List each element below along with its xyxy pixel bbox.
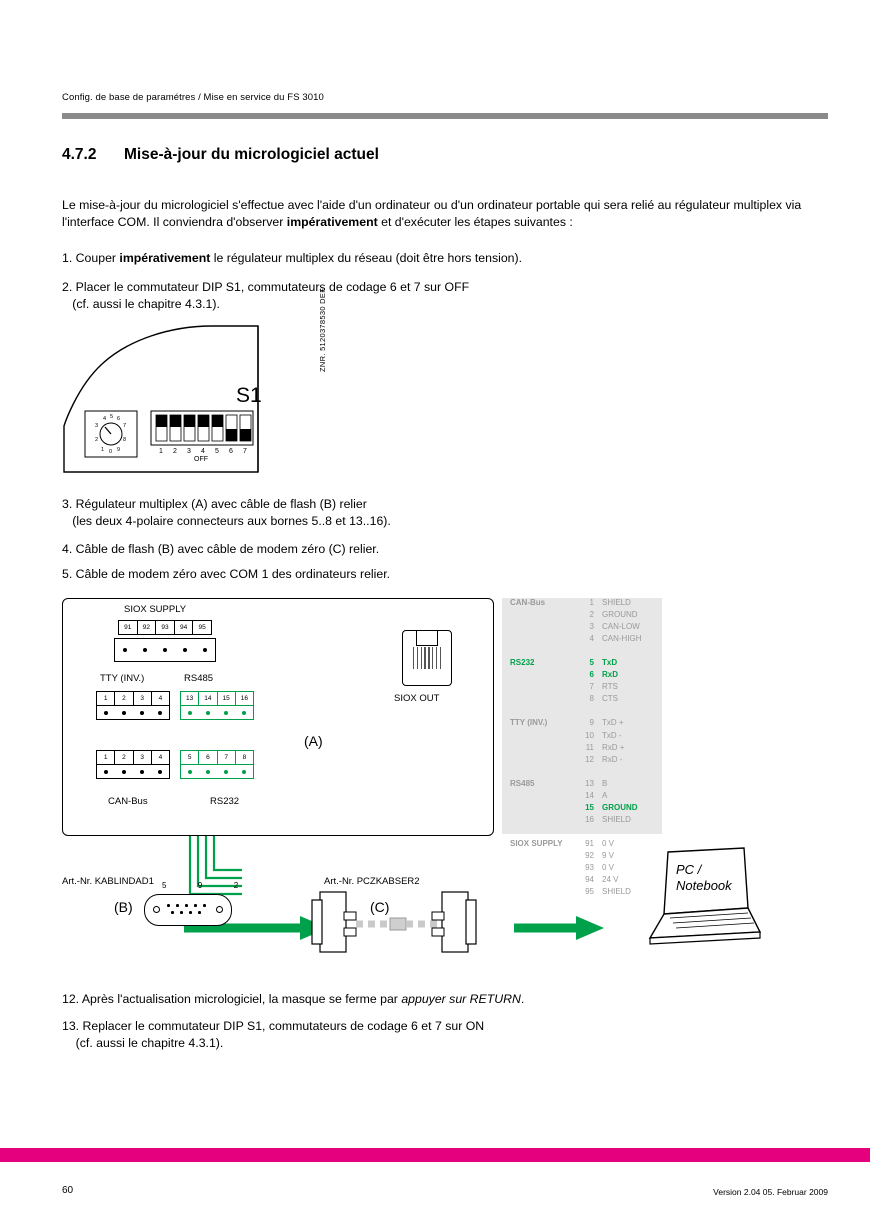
svg-text:5: 5 (110, 414, 114, 420)
legend-pin-number: 92 (585, 850, 594, 860)
can-bus-terminal: 1 2 3 4 (96, 750, 170, 779)
legend-pin-name: RxD (602, 670, 619, 680)
label-art-b: Art.-Nr. KABLINDAD1 (62, 876, 154, 887)
legend-pin-number: 16 (585, 814, 594, 824)
legend-pin-name: TxD - (602, 730, 622, 740)
legend-row (502, 610, 662, 622)
db9-screw-right (216, 906, 223, 913)
legend-row (502, 731, 662, 743)
svg-text:1: 1 (159, 448, 163, 455)
legend-row (502, 743, 662, 755)
legend-pin-name: CTS (602, 694, 618, 704)
legend-pin-number: 9 (589, 718, 594, 728)
svg-text:2: 2 (173, 448, 177, 455)
legend-group: TTY (INV.) (510, 718, 548, 728)
cable-area (62, 834, 832, 978)
legend-row (502, 670, 662, 682)
svg-text:7: 7 (123, 423, 127, 429)
label-rs485: RS485 (184, 673, 214, 684)
svg-text:OFF: OFF (194, 456, 208, 462)
legend-pin-name: 24 V (602, 875, 619, 885)
svg-text:1: 1 (101, 447, 105, 453)
legend-pin-number: 94 (585, 875, 594, 885)
legend-group: SIOX SUPPLY (510, 838, 563, 848)
legend-row (502, 779, 662, 791)
legend-pin-name: TxD (602, 658, 618, 668)
legend-pin-name: CAN-LOW (602, 622, 640, 632)
step-3: 3. Régulateur multiplex (A) avec câble de flash (B) relier (les deux 4-polaire connecteurs aux bornes 5..8 et 13..16). (62, 497, 391, 528)
label-cable-b: (B) (114, 899, 133, 915)
legend-row (502, 694, 662, 706)
null-modem-cable (302, 882, 522, 972)
svg-text:9: 9 (117, 447, 121, 453)
step-5: 5. Câble de modem zéro avec COM 1 des ordinateurs relier. (62, 567, 391, 581)
db9-pin-numbers: 5 9 2 (162, 881, 248, 890)
label-siox-supply: SIOX SUPPLY (124, 604, 187, 615)
legend-row (502, 767, 662, 779)
legend-pin-name: SHIELD (602, 598, 631, 607)
pc-notebook-label (676, 862, 732, 894)
siox-supply-terminal-numbers: 91 92 93 94 95 (118, 620, 212, 635)
rotary-coding-switch (84, 410, 138, 458)
legend-pin-name: RxD + (602, 742, 625, 752)
legend-pin-number: 3 (589, 622, 594, 632)
rs485-terminal: 13 14 15 16 (180, 691, 254, 720)
svg-text:5: 5 (215, 448, 219, 455)
svg-text:3: 3 (187, 448, 191, 455)
label-siox-out: SIOX OUT (394, 693, 440, 704)
svg-text:0: 0 (109, 449, 113, 455)
section-title: Mise-à-jour du micrologiciel actuel (124, 146, 379, 163)
s1-label: S1 (236, 384, 262, 407)
page-number: 60 (62, 1185, 74, 1196)
footer-accent-bar (0, 1148, 870, 1162)
db9-pin-dots (167, 904, 213, 916)
siox-out-socket (402, 630, 452, 686)
svg-text:4: 4 (201, 448, 205, 455)
legend-pin-number: 2 (589, 610, 594, 620)
legend-row (502, 791, 662, 803)
legend-pin-number: 10 (585, 730, 594, 740)
svg-text:4: 4 (103, 416, 107, 422)
legend-pin-number: 11 (585, 742, 594, 752)
tty-terminal: 1 2 3 4 (96, 691, 170, 720)
db9-connector (144, 894, 232, 926)
legend-pin-number: 1 (589, 598, 594, 607)
svg-text:6: 6 (229, 448, 233, 455)
legend-row (502, 755, 662, 767)
connection-diagram (62, 598, 832, 978)
step-2: 2. Placer le commutateur DIP S1, commutateurs de codage 6 et 7 sur OFF (cf. aussi le chapitre 4.3.1). (62, 280, 470, 311)
page-header-breadcrumb: Config. de base de paramétres / Mise en service du FS 3010 (62, 92, 324, 103)
step-1: 1. Couper impérativement le régulateur multiplex du réseau (doit être hors tension). (62, 251, 523, 265)
legend-pin-number: 15 (585, 802, 594, 812)
legend-pin-name: GROUND (602, 802, 638, 812)
legend-row (502, 622, 662, 634)
legend-pin-number: 7 (589, 682, 594, 692)
legend-row (502, 718, 662, 730)
svg-text:8: 8 (123, 437, 127, 443)
legend-group: RS485 (510, 778, 535, 788)
legend-pin-name: TxD + (602, 718, 624, 728)
label-tty-inv: TTY (INV.) (100, 673, 145, 684)
legend-pin-name: 9 V (602, 850, 615, 860)
step-13: 13. Replacer le commutateur DIP S1, commutateurs de codage 6 et 7 sur ON (cf. aussi le chapitre 4.3.1). (62, 1019, 485, 1050)
legend-pin-name: 0 V (602, 838, 615, 848)
label-can-bus: CAN-Bus (108, 796, 148, 807)
legend-pin-name: RxD - (602, 754, 623, 764)
pc-label-line1: PC / (676, 862, 702, 877)
dip-switch-bank (150, 410, 258, 462)
label-cable-c: (C) (370, 899, 390, 915)
step-12: 12. Après l'actualisation micrologiciel, la masque se ferme par appuyer sur RETURN. (62, 992, 525, 1006)
svg-text:6: 6 (117, 416, 121, 422)
legend-pin-number: 14 (585, 790, 594, 800)
siox-supply-connector (114, 638, 216, 662)
legend-pin-name: CAN-HIGH (602, 634, 642, 644)
znr-label: ZNR. 5120378530 DEF (318, 287, 327, 372)
legend-pin-number: 12 (585, 754, 594, 764)
db9-screw-left (153, 906, 160, 913)
legend-pin-number: 13 (585, 778, 594, 788)
legend-pin-number: 4 (589, 634, 594, 644)
legend-pin-number: 95 (585, 887, 594, 897)
legend-row (502, 598, 662, 610)
legend-pin-name: A (602, 790, 608, 800)
legend-row (502, 706, 662, 718)
legend-pin-name: B (602, 778, 608, 788)
document-version: Version 2.04 05. Februar 2009 (713, 1187, 828, 1197)
legend-group: CAN-Bus (510, 598, 546, 607)
pin-assignment-legend (502, 598, 662, 897)
legend-pin-number: 5 (589, 658, 594, 668)
legend-row (502, 658, 662, 670)
legend-row (502, 815, 662, 827)
legend-pin-number: 91 (585, 838, 594, 848)
legend-pin-name: RTS (602, 682, 618, 692)
legend-group: RS232 (510, 658, 535, 668)
legend-pin-number: 8 (589, 694, 594, 704)
legend-row (502, 803, 662, 815)
legend-pin-name: SHIELD (602, 887, 631, 897)
header-divider (62, 113, 828, 119)
legend-pin-name: SHIELD (602, 814, 631, 824)
svg-text:2: 2 (95, 437, 99, 443)
rj45-pins (413, 647, 441, 669)
label-device-a: (A) (304, 733, 323, 749)
section-number: 4.7.2 (62, 146, 97, 163)
pc-label-line2: Notebook (676, 878, 732, 893)
legend-row (502, 682, 662, 694)
intro-paragraph: Le mise-à-jour du micrologiciel s'effectue avec l'aide d'un ordinateur ou d'un ordinateur portable qui sera relié au régulateur multiplex via l'interface COM. Il conviendra d'observer impérativement et d'exécuter les étapes suivantes : (62, 198, 802, 229)
legend-pin-number: 93 (585, 863, 594, 873)
svg-text:3: 3 (95, 423, 99, 429)
step-4: 4. Câble de flash (B) avec câble de modem zéro (C) relier. (62, 542, 380, 556)
label-art-c: Art.-Nr. PCZKABSER2 (324, 876, 420, 887)
label-rs232: RS232 (210, 796, 240, 807)
svg-text:7: 7 (243, 448, 247, 455)
legend-pin-name: GROUND (602, 610, 638, 620)
legend-pin-name: 0 V (602, 863, 615, 873)
legend-row (502, 646, 662, 658)
legend-row (502, 634, 662, 646)
legend-pin-number: 6 (589, 670, 594, 680)
rs232-terminal: 5 6 7 8 (180, 750, 254, 779)
